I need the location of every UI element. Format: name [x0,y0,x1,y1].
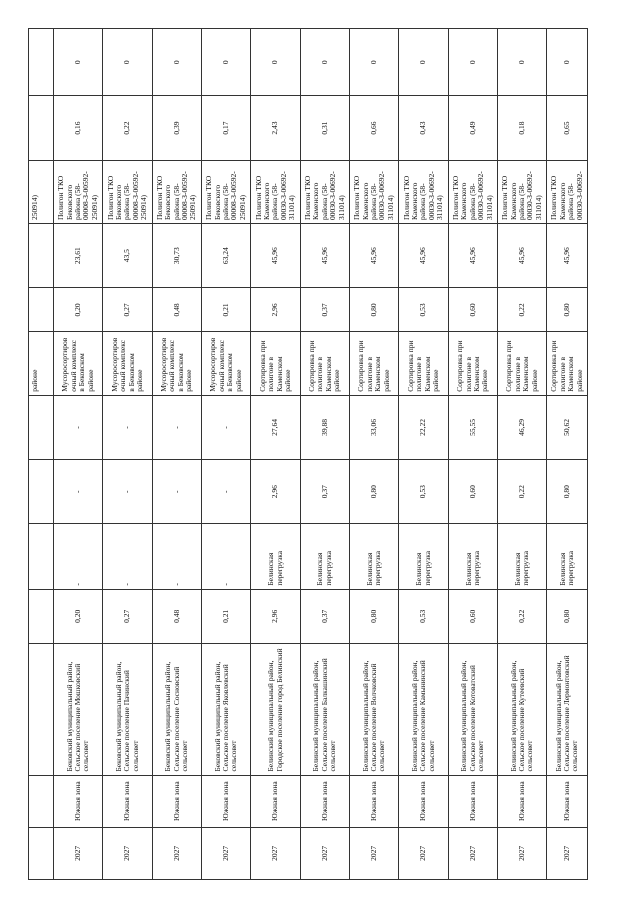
distance-cell: 46,29 [498,395,547,459]
mass-sorting-cell: 0,27 [103,288,152,332]
landfill-cell: Полигон ТКО Каменского района (58-00030-З-00692- [547,160,588,223]
zone-cell [29,775,54,827]
distance-cell: - [103,395,152,459]
table-row [448,29,497,880]
distance-landfill-cell: 63,24 [202,223,251,287]
year-cell: 2027 [202,827,251,879]
distance-landfill-cell: 45,96 [300,223,349,287]
zone-cell: Южная зона [300,775,349,827]
mass-landfill-cell: 0,22 [103,96,152,160]
landfill-cell: Полигон ТКО Каменского района (58-00030-З-00692-311014) [448,160,497,223]
mass-transfer-cell: 0,53 [399,460,448,524]
landfill-cell: Полигон ТКО Бековского района (58-00008-З-00592-250914) [152,160,201,223]
distance-landfill-cell [29,223,54,287]
residual-cell: 0 [202,29,251,96]
zone-cell: Южная зона [251,775,300,827]
landfill-cell: Полигон ТКО Бековского района (58-00008-З-00592-250914) [103,160,152,223]
distance-landfill-cell: 45,96 [547,223,588,287]
mass-landfill-cell: 0,65 [547,96,588,160]
transfer-station-cell: Белинская перегрузка [399,524,448,589]
table-row [103,29,152,880]
distance-landfill-cell: 45,96 [498,223,547,287]
distance-cell: 55,55 [448,395,497,459]
table-row [399,29,448,880]
mass-transfer-cell: - [152,460,201,524]
mass-cell [29,589,54,643]
mass-sorting-cell: 0,37 [300,288,349,332]
table-row [498,29,547,880]
mass-transfer-cell: 0,80 [350,460,399,524]
zone-cell: Южная зона [54,775,103,827]
year-cell: 2027 [350,827,399,879]
mass-cell: 0,48 [152,589,201,643]
distance-landfill-cell: 45,96 [448,223,497,287]
landfill-cell: Полигон ТКО Бековского района (58-00008-З-00592-250914) [202,160,251,223]
distance-cell: 22,22 [399,395,448,459]
year-cell: 2027 [498,827,547,879]
transfer-station-cell: Белинская перегрузка [448,524,497,589]
zone-cell: Южная зона [448,775,497,827]
mass-cell: 0,80 [547,589,588,643]
residual-cell: 0 [350,29,399,96]
year-cell: 2027 [152,827,201,879]
mass-sorting-cell: 2,96 [251,288,300,332]
sorting-facility-cell: Мусоросортировочный комплекс в Бековском районе [152,332,201,395]
transfer-station-cell: Белинская перегрузка [498,524,547,589]
zone-cell: Южная зона [498,775,547,827]
mass-landfill-cell: 0,17 [202,96,251,160]
sorting-facility-cell: Мусоросортировочный комплекс в Бековском районе [202,332,251,395]
settlement-cell: Белинский муниципальный район, Сельское поселение Балкашинский сельсовет [300,643,349,775]
residual-cell: 0 [399,29,448,96]
transfer-station-cell: Белинская перегрузка [251,524,300,589]
landfill-cell: Полигон ТКО Каменского района (58-00030-З-00692-311014) [399,160,448,223]
settlement-cell: Белинский муниципальный район, Сельское поселение Волчковский сельсовет [350,643,399,775]
transfer-station-cell: Белинская перегрузка [300,524,349,589]
table-row [202,29,251,880]
sorting-facility-cell: Сортировка при полигоне в Каменском районе [498,332,547,395]
distance-landfill-cell: 45,96 [399,223,448,287]
transfer-station-cell: - [103,524,152,589]
sorting-facility-cell: Сортировка при полигоне в Каменском районе [547,332,588,395]
mass-landfill-cell: 0,18 [498,96,547,160]
mass-landfill-cell: 0,43 [399,96,448,160]
mass-cell: 0,22 [498,589,547,643]
table-row [251,29,300,880]
settlement-cell [29,643,54,775]
residual-cell: 0 [498,29,547,96]
year-cell: 2027 [399,827,448,879]
landfill-cell: Полигон ТКО Каменского района (58-00030-З-00692-311014) [251,160,300,223]
mass-cell: 0,60 [448,589,497,643]
transfer-station-cell: - [202,524,251,589]
mass-cell: 0,80 [350,589,399,643]
mass-sorting-cell: 0,48 [152,288,201,332]
table-row [152,29,201,880]
landfill-cell: Полигон ТКО Каменского района (58-00030-З-00692-311014) [350,160,399,223]
table-row [547,29,588,880]
residual-cell: 0 [103,29,152,96]
mass-transfer-cell: - [54,460,103,524]
mass-sorting-cell: 0,60 [448,288,497,332]
zone-cell: Южная зона [399,775,448,827]
year-cell: 2027 [103,827,152,879]
sorting-facility-cell: Сортировка при полигоне в Каменском районе [300,332,349,395]
mass-cell: 0,37 [300,589,349,643]
residual-cell: 0 [54,29,103,96]
settlement-cell: Белинский муниципальный район, Городское поселение город Белинский [251,643,300,775]
mass-sorting-cell: 0,22 [498,288,547,332]
residual-cell: 0 [448,29,497,96]
table-row [350,29,399,880]
table-row-continuation [29,29,54,880]
distance-cell: 39,88 [300,395,349,459]
distance-landfill-cell: 30,73 [152,223,201,287]
rotated-page [28,28,588,880]
table-row [54,29,103,880]
residual-cell [29,29,54,96]
distance-landfill-cell: 23,61 [54,223,103,287]
year-cell: 2027 [448,827,497,879]
transfer-station-cell: - [152,524,201,589]
mass-landfill-cell: 0,49 [448,96,497,160]
sorting-facility-cell: Сортировка при полигоне в Каменском районе [350,332,399,395]
mass-landfill-cell: 0,39 [152,96,201,160]
mass-landfill-cell: 0,31 [300,96,349,160]
settlement-cell: Бековский муниципальный район, Сельское поселение Пачинский сельсовет [103,643,152,775]
landfill-cell: Полигон ТКО Бековского района (58-00008-З-00592-250914) [54,160,103,223]
mass-transfer-cell: 0,80 [547,460,588,524]
mass-cell: 0,20 [54,589,103,643]
sorting-facility-cell: Мусоросортировочный комплекс в Бековском районе [54,332,103,395]
mass-transfer-cell: 0,37 [300,460,349,524]
distance-cell: - [54,395,103,459]
distance-cell: 27,64 [251,395,300,459]
mass-sorting-cell: 0,53 [399,288,448,332]
settlement-cell: Бековский муниципальный район, Сельское поселение Мошковский сельсовет [54,643,103,775]
settlement-cell: Бековский муниципальный район, Сельское поселение Сосновский сельсовет [152,643,201,775]
mass-transfer-cell: 2,96 [251,460,300,524]
distance-landfill-cell: 45,96 [251,223,300,287]
sorting-facility-cell: Сортировка при полигоне в Каменском районе [251,332,300,395]
settlement-cell: Белинский муниципальный район, Сельское поселение Кутеевский сельсовет [498,643,547,775]
residual-cell: 0 [547,29,588,96]
residual-cell: 0 [251,29,300,96]
zone-cell: Южная зона [350,775,399,827]
zone-cell: Южная зона [202,775,251,827]
mass-cell: 2,96 [251,589,300,643]
distance-landfill-cell: 45,96 [350,223,399,287]
mass-cell: 0,21 [202,589,251,643]
transfer-station-cell: Белинская перегрузка [547,524,588,589]
distance-cell [29,395,54,459]
mass-cell: 0,53 [399,589,448,643]
mass-transfer-cell: 0,60 [448,460,497,524]
sorting-facility-cell: районе [29,332,54,395]
sorting-facility-cell: Мусоросортировочный комплекс в Бековском районе [103,332,152,395]
distance-cell: 50,62 [547,395,588,459]
waste-flow-table [28,28,588,880]
mass-cell: 0,27 [103,589,152,643]
transfer-station-cell: - [54,524,103,589]
table-row [300,29,349,880]
mass-sorting-cell: 0,21 [202,288,251,332]
landfill-cell: Полигон ТКО Каменского района (58-00030-З-00692-311014) [498,160,547,223]
year-cell [29,827,54,879]
settlement-cell: Белинский муниципальный район, Сельское поселение Лермонтовский сельсовет [547,643,588,775]
distance-cell: - [202,395,251,459]
mass-sorting-cell: 0,80 [547,288,588,332]
year-cell: 2027 [547,827,588,879]
sorting-facility-cell: Сортировка при полигоне в Каменском районе [448,332,497,395]
sorting-facility-cell: Сортировка при полигоне в Каменском районе [399,332,448,395]
distance-cell: - [152,395,201,459]
mass-sorting-cell: 0,20 [54,288,103,332]
mass-landfill-cell: 0,16 [54,96,103,160]
settlement-cell: Белинский муниципальный район, Сельское поселение Камынинский сельсовет [399,643,448,775]
mass-transfer-cell [29,460,54,524]
distance-landfill-cell: 43,5 [103,223,152,287]
zone-cell: Южная зона [152,775,201,827]
transfer-station-cell [29,524,54,589]
transfer-station-cell: Белинская перегрузка [350,524,399,589]
settlement-cell: Бековский муниципальный район, Сельское поселение Яковлевский сельсовет [202,643,251,775]
residual-cell: 0 [152,29,201,96]
mass-transfer-cell: 0,22 [498,460,547,524]
mass-landfill-cell [29,96,54,160]
landfill-cell: Полигон ТКО Каменского района (58-00030-З-00692-311014) [300,160,349,223]
mass-transfer-cell: - [202,460,251,524]
year-cell: 2027 [300,827,349,879]
year-cell: 2027 [251,827,300,879]
mass-landfill-cell: 0,66 [350,96,399,160]
year-cell: 2027 [54,827,103,879]
distance-cell: 33,06 [350,395,399,459]
mass-transfer-cell: - [103,460,152,524]
residual-cell: 0 [300,29,349,96]
landfill-cell: 250914) [29,160,54,223]
zone-cell: Южная зона [103,775,152,827]
mass-landfill-cell: 2,43 [251,96,300,160]
mass-sorting-cell [29,288,54,332]
zone-cell: Южная зона [547,775,588,827]
mass-sorting-cell: 0,80 [350,288,399,332]
settlement-cell: Белинский муниципальный район, Сельское поселение Котоватский сельсовет [448,643,497,775]
